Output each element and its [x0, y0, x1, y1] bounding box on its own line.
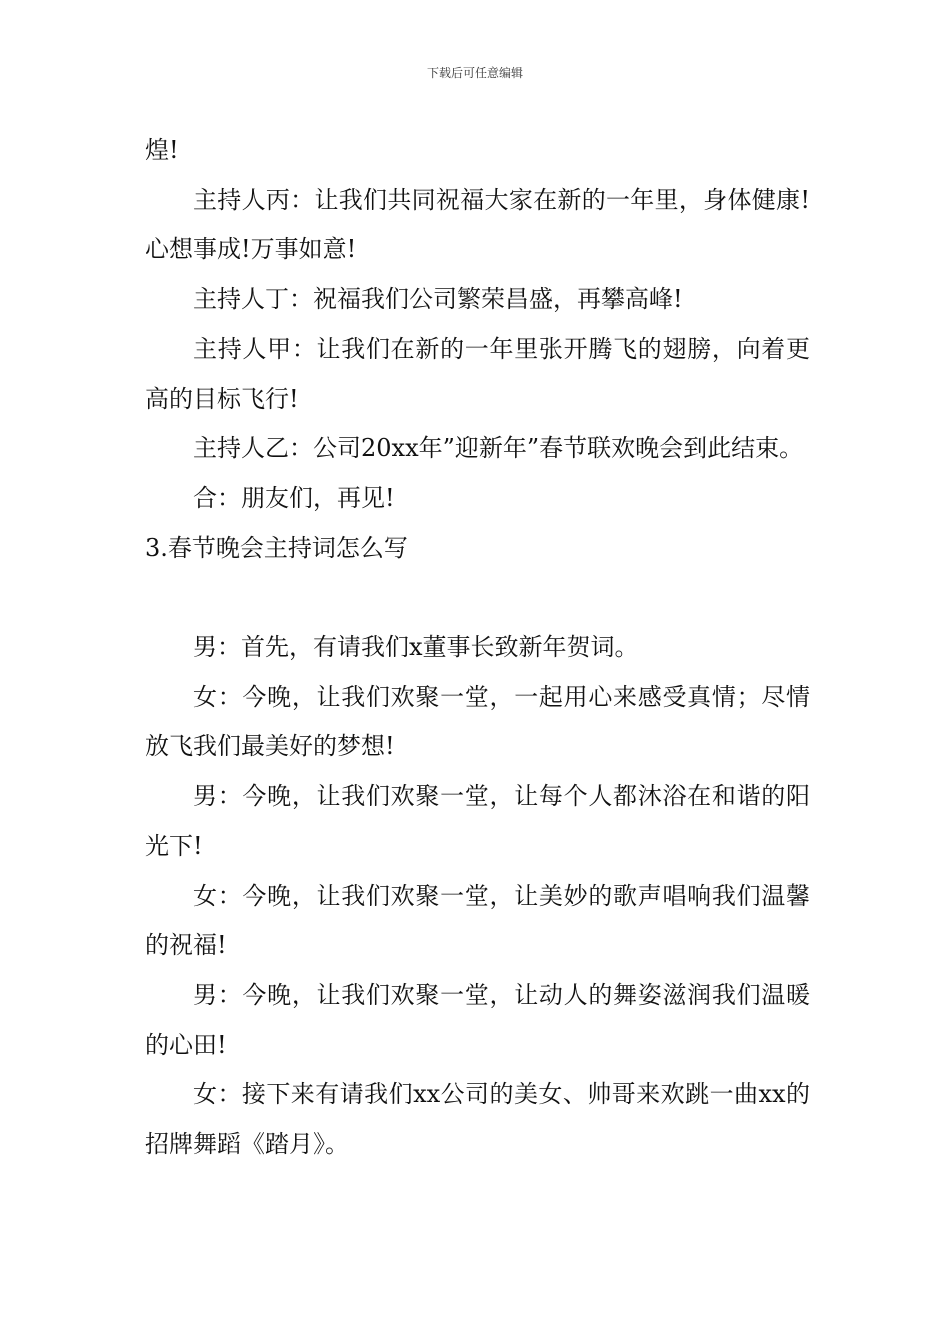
- paragraph-female-1: 女：今晚，让我们欢聚一堂，一起用心来感受真情；尽情放飞我们最美好的梦想!: [145, 682, 810, 761]
- paragraph-male-3: 男：今晚，让我们欢聚一堂，让动人的舞姿滋润我们温暖的心田!: [145, 980, 810, 1059]
- paragraph-male-1: 男：首先，有请我们x董事长致新年贺词。: [193, 633, 639, 662]
- page-header-note: 下载后可任意编辑: [426, 66, 523, 80]
- paragraph-together: 合：朋友们，再见!: [193, 483, 395, 512]
- paragraph-male-2: 男：今晚，让我们欢聚一堂，让每个人都沐浴在和谐的阳光下!: [145, 782, 810, 860]
- document-body: [145, 126, 810, 1170]
- paragraph-continuation: 煌!: [145, 136, 179, 164]
- paragraph-host-bing: 主持人丙：让我们共同祝福大家在新的一年里，身体健康!心想事成!万事如意!: [145, 185, 810, 264]
- paragraph-female-2: 女：今晚，让我们欢聚一堂，让美妙的歌声唱响我们温馨的祝福!: [145, 881, 810, 960]
- paragraph-female-3: 女：接下来有请我们xx公司的美女、帅哥来欢跳一曲xx的招牌舞蹈《踏月》。: [145, 1080, 810, 1159]
- paragraph-host-jia: 主持人甲：让我们在新的一年里张开腾飞的翅膀，向着更高的目标飞行!: [145, 334, 810, 413]
- paragraph-host-ding: 主持人丁：祝福我们公司繁荣昌盛，再攀高峰!: [193, 285, 683, 314]
- blank-line: [145, 573, 810, 623]
- paragraph-host-yi: 主持人乙：公司20xx年”迎新年”春节联欢晚会到此结束。: [193, 434, 804, 463]
- section-heading: 3.春节晚会主持词怎么写: [145, 533, 408, 562]
